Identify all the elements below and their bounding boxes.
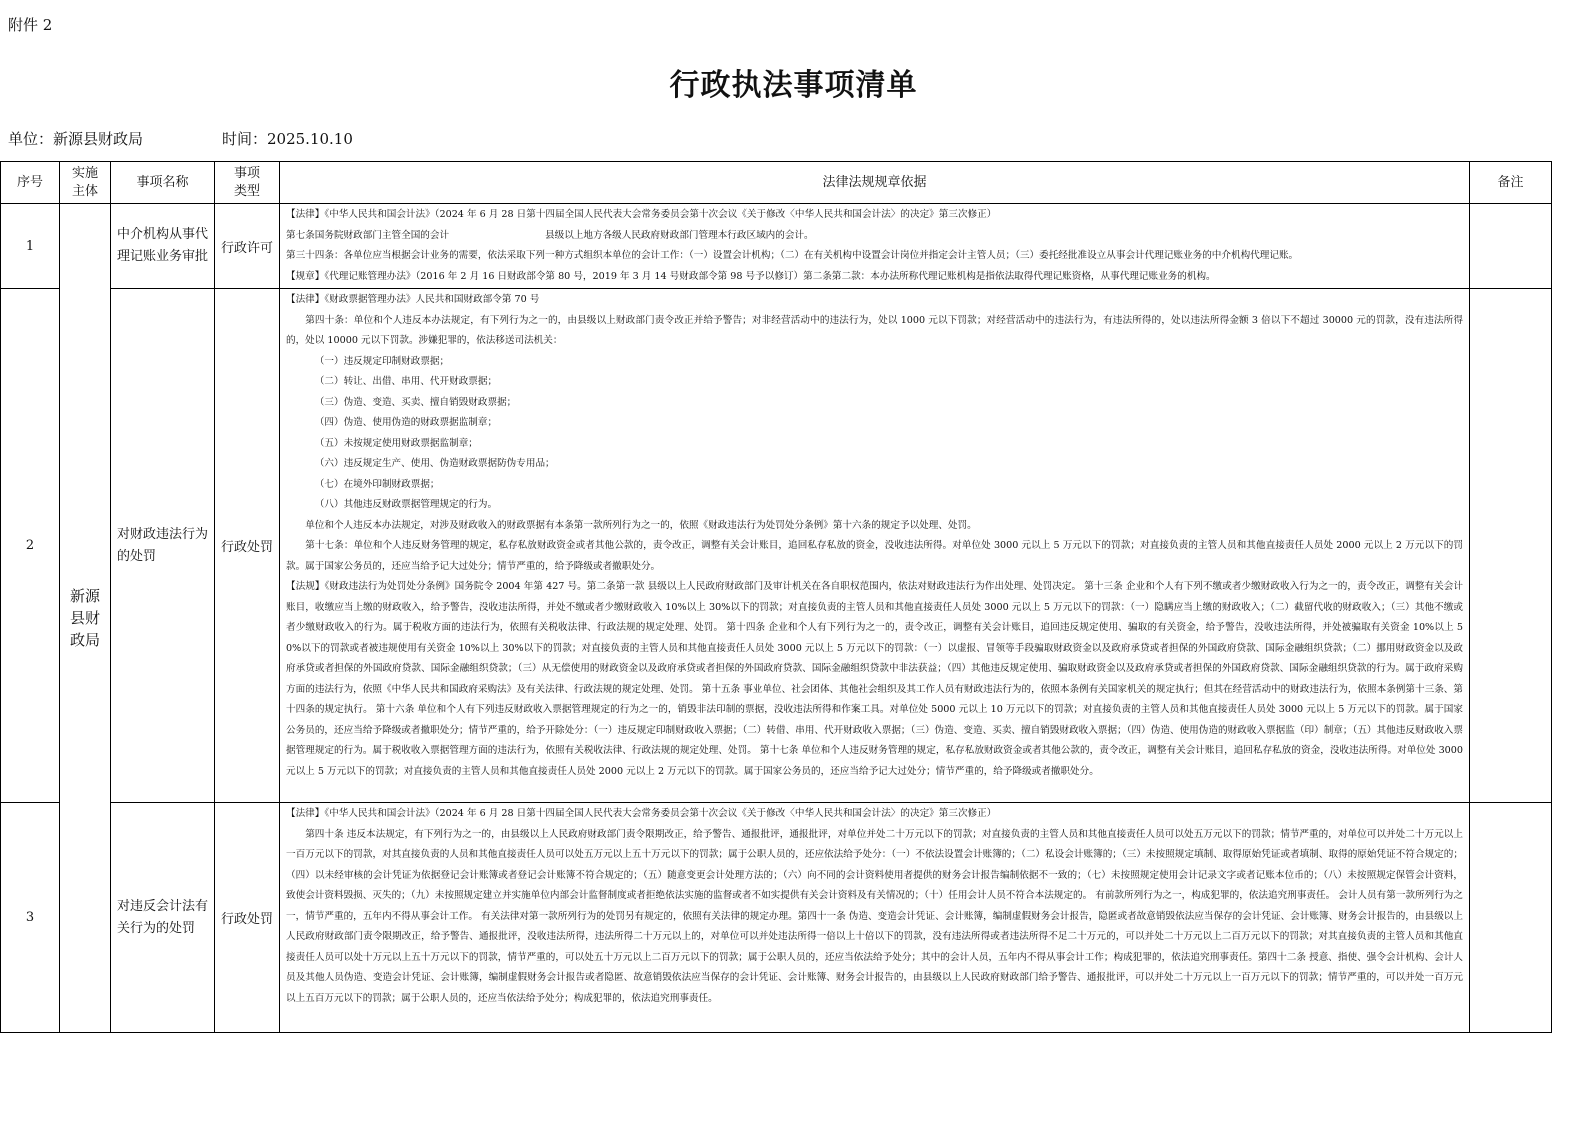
col-header-org: 实施主体 (60, 162, 111, 204)
col-header-name: 事项名称 (111, 162, 215, 204)
table-row (1, 289, 1552, 803)
note-cell (1470, 204, 1552, 289)
legal-basis: 【法律】《中华人民共和国会计法》（2024 年 6 月 28 日第十四届全国人民代表大会常务委员会第十次会议《关于修改〈中华人民共和国会计法〉的决定》第三次修正） 第四十条 违反本法规定，有下列行为之一的，由县级以上人民政府财政部门责令限期改正，给予警告、通报批评，通报批评，对单位并处二十万元以下的罚款；对直接负责的主管人员和其他直接责任人员可以处五万元以下的罚款；情节严重的，对单位可以并处二十万元以上一百万元以下的罚款，对其直接负责的人员和其他直接责任人员可以处五万元以上五十万元以下的罚款；属于公职人员的，还应依法给予处分：（一）不依法设置会计账簿的；（二）私设会计账簿的；（三）未按照规定填制、取得原始凭证或者填制、取得的原始凭证不符合规定的；（四）以未经审核的会计凭证为依据登记会计账簿或者登记会计账簿不符合规定的；（五）随意变更会计处理方法的；（六）向不同的会计资料使用者提供的财务会计报告编制依据不一致的；（七）未按照规定使用会计记录文字或者记账本位币的；（八）未按照规定保管会计资料，致使会计资料毁损、灭失的；（九）未按照规定建立并实施单位内部会计监督制度或者拒绝依法实施的监督或者不如实提供有关会计资料及有关情况的；（十）任用会计人员不符合本法规定的。 有前款所列行为之一，构成犯罪的，依法追究刑事责任。 会计人员有第一款所列行为之一，情节严重的，五年内不得从事会计工作。 有关法律对第一款所列行为的处罚另有规定的，依照有关法律的规定办理。第四十一条 伪造、变造会计凭证、会计账簿，编制虚假财务会计报告，隐匿或者故意销毁依法应当保存的会计凭证、会计账簿、财务会计报告的，由县级以上人民政府财政部门责令限期改正，给予警告、通报批评，没收违法所得，违法所得二十万元以上的，对单位可以并处违法所得一倍以上十倍以下的罚款，没有违法所得或者违法所得不足二十万元的，可以并处二十万元以上二百万元以下的罚款；对其直接负责的主管人员和其他直接责任人员可以处十万元以上五十万元以下的罚款，情节严重的，可以处五十万元以上二百万元以下的罚款；属于公职人员的，还应当依法给予处分；其中的会计人员，五年内不得从事会计工作；构成犯罪的，依法追究刑事责任。第四十二条 授意、指使、强令会计机构、会计人员及其他人员伪造、变造会计凭证、会计账簿，编制虚假财务会计报告或者隐匿、故意销毁依法应当保存的会计凭证、会计账簿、财务会计报告的，由县级以上人民政府财政部门给予警告、通报批评，可以并处二十万元以上一百万元以下的罚款；情节严重的，可以并处一百万元以上五百万元以下的罚款；属于公职人员的，还应当依法给予处分；构成犯罪的，依法追究刑事责任。 (280, 803, 1470, 1033)
col-header-note: 备注 (1470, 162, 1552, 204)
item-type: 行政许可 (215, 204, 280, 289)
item-type: 行政处罚 (215, 803, 280, 1033)
col-header-type: 事项类型 (215, 162, 280, 204)
col-header-no: 序号 (1, 162, 60, 204)
legal-basis: 【法律】《财政票据管理办法》人民共和国财政部令第 70 号 第四十条：单位和个人违反本办法规定，有下列行为之一的，由县级以上财政部门责令改正并给予警告；对非经营活动中的违法行为，处以 1000 元以下罚款；对经营活动中的违法行为，有违法所得的，处以违法所得金额 3 倍以下不超过 30000 元的罚款，没有违法所得的，处以 10000 元以下罚款。涉嫌犯罪的，依法移送司法机关： （一）违反规定印制财政票据； （二）转让、出借、串用、代开财政票据； （三）伪造、变造、买卖、擅自销毁财政票据； （四）伪造、使用伪造的财政票据监制章； （五）未按规定使用财政票据监制章； （六）违反规定生产、使用、伪造财政票据防伪专用品； （七）在境外印制财政票据； （八）其他违反财政票据管理规定的行为。 单位和个人违反本办法规定，对涉及财政收入的财政票据有本条第一款所列行为之一的，依照《财政违法行为处罚处分条例》第十六条的规定予以处理、处罚。 第十七条：单位和个人违反财务管理的规定，私存私放财政资金或者其他公款的，责令改正，调整有关会计账目，追回私存私放的资金，没收违法所得。对单位处 3000 元以上 5 万元以下的罚款；对直接负责的主管人员和其他直接责任人员处 2000 元以上 2 万元以下的罚款。属于国家公务员的，还应当给予记大过处分；情节严重的，给予降级或者撤职处分。 【法规】《财政违法行为处罚处分条例》国务院令 2004 年第 427 号。第二条第一款 县级以上人民政府财政部门及审计机关在各自职权范围内，依法对财政违法行为作出处理、处罚决定。 第十三条 企业和个人有下列不缴或者少缴财政收入行为之一的，责令改正，调整有关会计账目，收缴应当上缴的财政收入，给予警告，没收违法所得，并处不缴或者少缴财政收入 10%以上 30%以下的罚款；对直接负责的主管人员和其他直接责任人员处 3000 元以上 5 万元以下的罚款：（一）隐瞒应当上缴的财政收入；（二）截留代收的财政收入；（三）其他不缴或者少缴财政收入的行为。属于税收方面的违法行为，依照有关税收法律、行政法规的规定处理、处罚。 第十四条 企业和个人有下列行为之一的，责令改正，调整有关会计账目，追回违反规定使用、骗取的有关资金，给予警告，没收违法所得，并处被骗取有关资金 10%以上 50%以下的罚款或者被违规使用有关资金 10%以上 30%以下的罚款；对直接负责的主管人员和其他直接责任人员处 3000 元以上 5 万元以下的罚款：（一）以虚报、冒领等手段骗取财政资金以及政府承贷或者担保的外国政府贷款、国际金融组织贷款；（二）挪用财政资金以及政府承贷或者担保的外国政府贷款、国际金融组织贷款；（三）从无偿使用的财政资金以及政府承贷或者担保的外国政府贷款、国际金融组织贷款中非法获益；（四）其他违反规定使用、骗取财政资金以及政府承贷或者担保的外国政府贷款、国际金融组织贷款的行为。属于政府采购方面的违法行为，依照《中华人民共和国政府采购法》及有关法律、行政法规的规定处理、处罚。 第十五条 事业单位、社会团体、其他社会组织及其工作人员有财政违法行为的，依照本条例有关国家机关的规定执行；但其在经营活动中的财政违法行为，依照本条例第十三条、第十四条的规定执行。 第十六条 单位和个人有下列违反财政收入票据管理规定的行为之一的，销毁非法印制的票据，没收违法所得和作案工具。对单位处 5000 元以上 10 万元以下的罚款；对直接负责的主管人员和其他直接责任人员处 3000 元以上 5 万元以下的罚款。属于国家公务员的，还应当给予降级或者撤职处分；情节严重的，给予开除处分：（一）违反规定印制财政收入票据；（二）转借、串用、代开财政收入票据；（三）伪造、变造、买卖、擅自销毁财政收入票据；（四）伪造、使用伪造的财政收入票据监（印）制章；（五）其他违反财政收入票据管理规定的行为。属于税收收入票据管理方面的违法行为，依照有关税收法律、行政法规的规定处理、处罚。 第十七条 单位和个人违反财务管理的规定，私存私放财政资金或者其他公款的，责令改正，调整有关会计账目，追回私存私放的资金，没收违法所得。对单位处 3000 元以上 5 万元以下的罚款；对直接负责的主管人员和其他直接责任人员处 2000 元以上 2 万元以下的罚款。属于国家公务员的，还应当给予记大过处分；情节严重的，给予降级或者撤职处分。 (280, 289, 1470, 803)
legal-basis: 【法律】《中华人民共和国会计法》（2024 年 6 月 28 日第十四届全国人民代表大会常务委员会第十次会议《关于修改〈中华人民共和国会计法〉的决定》第三次修正） 第七条国务院财政部门主管全国的会计 县级以上地方各级人民政府财政部门管理本行政区域内的会计。 第三十四条：各单位应当根据会计业务的需要，依法采取下列一种方式组织本单位的会计工作：（一）设置会计机构；（二）在有关机构中设置会计岗位并指定会计主管人员；（三）委托经批准设立从事会计代理记账业务的中介机构代理记账。 【规章】《代理记账管理办法》（2016 年 2 月 16 日财政部令第 80 号，2019 年 3 月 14 号财政部令第 98 号予以修订）第二条第二款：本办法所称代理记账机构是指依法取得代理记账资格，从事代理记账业务的机构。 (280, 204, 1470, 289)
org-name: 新源县财政局 (69, 587, 100, 649)
time-label: 时间：2025.10.10 (222, 130, 353, 148)
table-row (1, 204, 1552, 289)
item-name: 中介机构从事代理记账业务审批 (111, 204, 215, 289)
page-title: 行政执法事项清单 (669, 68, 918, 103)
unit-label: 单位：新源县财政局 (8, 130, 144, 148)
row-no: 2 (1, 289, 60, 803)
enforcement-table (0, 161, 1552, 1033)
attachment-label: 附件 2 (8, 16, 53, 34)
row-no: 3 (1, 803, 60, 1033)
col-header-basis: 法律法规规章依据 (280, 162, 1470, 204)
org-cell (60, 204, 111, 1033)
item-name: 对违反会计法有关行为的处罚 (111, 803, 215, 1033)
item-name: 对财政违法行为的处罚 (111, 289, 215, 803)
table-row (1, 803, 1552, 1033)
note-cell (1470, 289, 1552, 803)
table-header-row (1, 162, 1552, 204)
row-no: 1 (1, 204, 60, 289)
item-type: 行政处罚 (215, 289, 280, 803)
note-cell (1470, 803, 1552, 1033)
